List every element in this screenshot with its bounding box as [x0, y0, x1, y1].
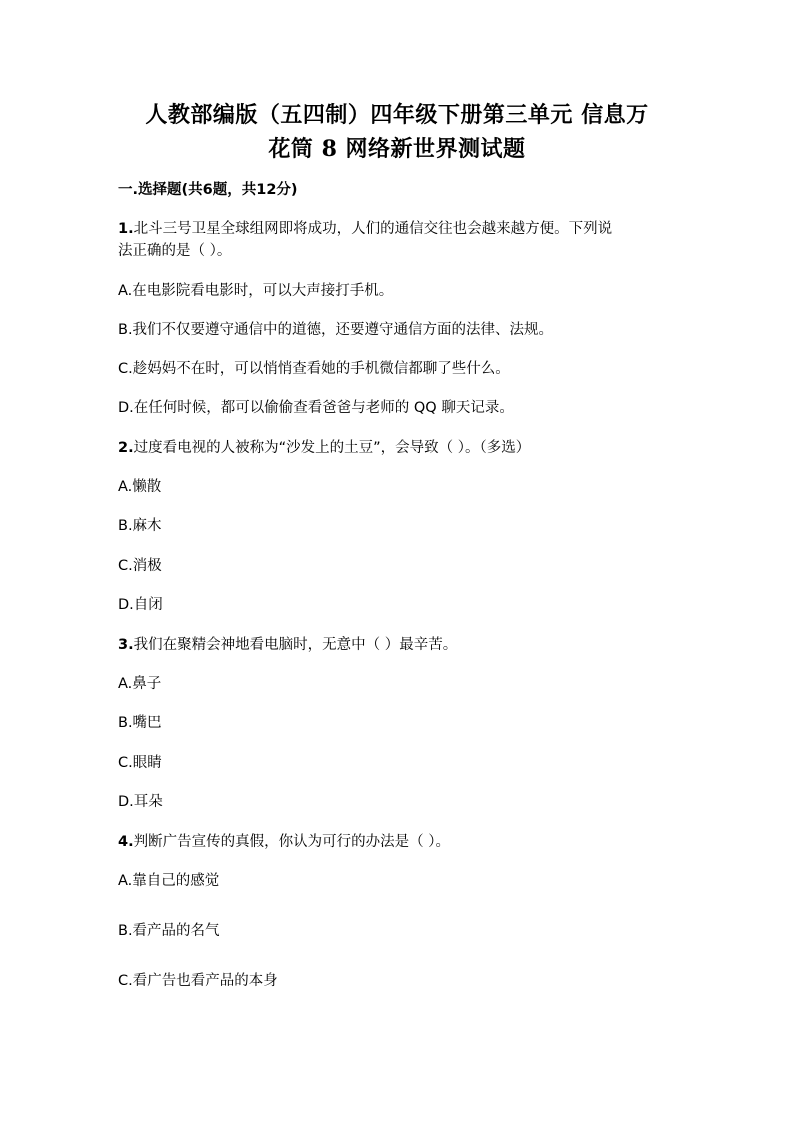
question-4-number: 4. — [118, 834, 134, 850]
question-1-option-a: A.在电影院看电影时，可以大声接打手机。 — [118, 283, 394, 299]
question-1-text: 北斗三号卫星全球组网即将成功，人们的通信交往也会越来越方便。下列说 — [133, 221, 613, 237]
question-2-option-c: C.消极 — [118, 558, 162, 574]
question-2-text: 过度看电视的人被称为“沙发上的土豆”，会导致（ ）。（多选） — [133, 440, 531, 456]
section-heading: 一.选择题(共6题，共12分) — [118, 182, 298, 198]
question-4-text: 判断广告宣传的真假，你认为可行的办法是（ ）。 — [133, 834, 450, 850]
question-4-stem — [118, 830, 450, 851]
question-1-option-c: C.趁妈妈不在时，可以悄悄查看她的手机微信都聊了些什么。 — [118, 361, 510, 377]
question-3-stem — [118, 633, 457, 654]
title-line-2: 花筒 8 网络新世界测试题 — [268, 136, 526, 162]
question-3-text: 我们在聚精会神地看电脑时，无意中（ ）最辛苦。 — [133, 637, 458, 653]
question-2-option-a: A.懒散 — [118, 479, 162, 495]
question-2-number: 2. — [118, 440, 134, 456]
question-2-option-d: D.自闭 — [118, 597, 163, 613]
question-3-option-a: A.鼻子 — [118, 676, 162, 692]
question-3-number: 3. — [118, 637, 134, 653]
question-4-option-c: C.看广告也看产品的本身 — [118, 973, 278, 989]
question-3-option-d: D.耳朵 — [118, 794, 163, 810]
question-3-option-b: B.嘴巴 — [118, 715, 162, 731]
question-1-option-d: D.在任何时候，都可以偷偷查看爸爸与老师的 QQ 聊天记录。 — [118, 400, 514, 416]
question-3-option-c: C.眼睛 — [118, 755, 162, 771]
question-2-option-b: B.麻木 — [118, 518, 162, 534]
question-2-stem — [118, 436, 530, 457]
title-line-1: 人教部编版（五四制）四年级下册第三单元 信息万 — [145, 102, 649, 128]
question-1-stem — [118, 217, 612, 238]
question-1-stem-line-2: 法正确的是（ ）。 — [118, 243, 232, 259]
question-4-option-a: A.靠自己的感觉 — [118, 873, 220, 889]
question-1-number: 1. — [118, 221, 134, 237]
question-4-option-b: B.看产品的名气 — [118, 923, 220, 939]
question-1-option-b: B.我们不仅要遵守通信中的道德，还要遵守通信方面的法律、法规。 — [118, 322, 554, 338]
